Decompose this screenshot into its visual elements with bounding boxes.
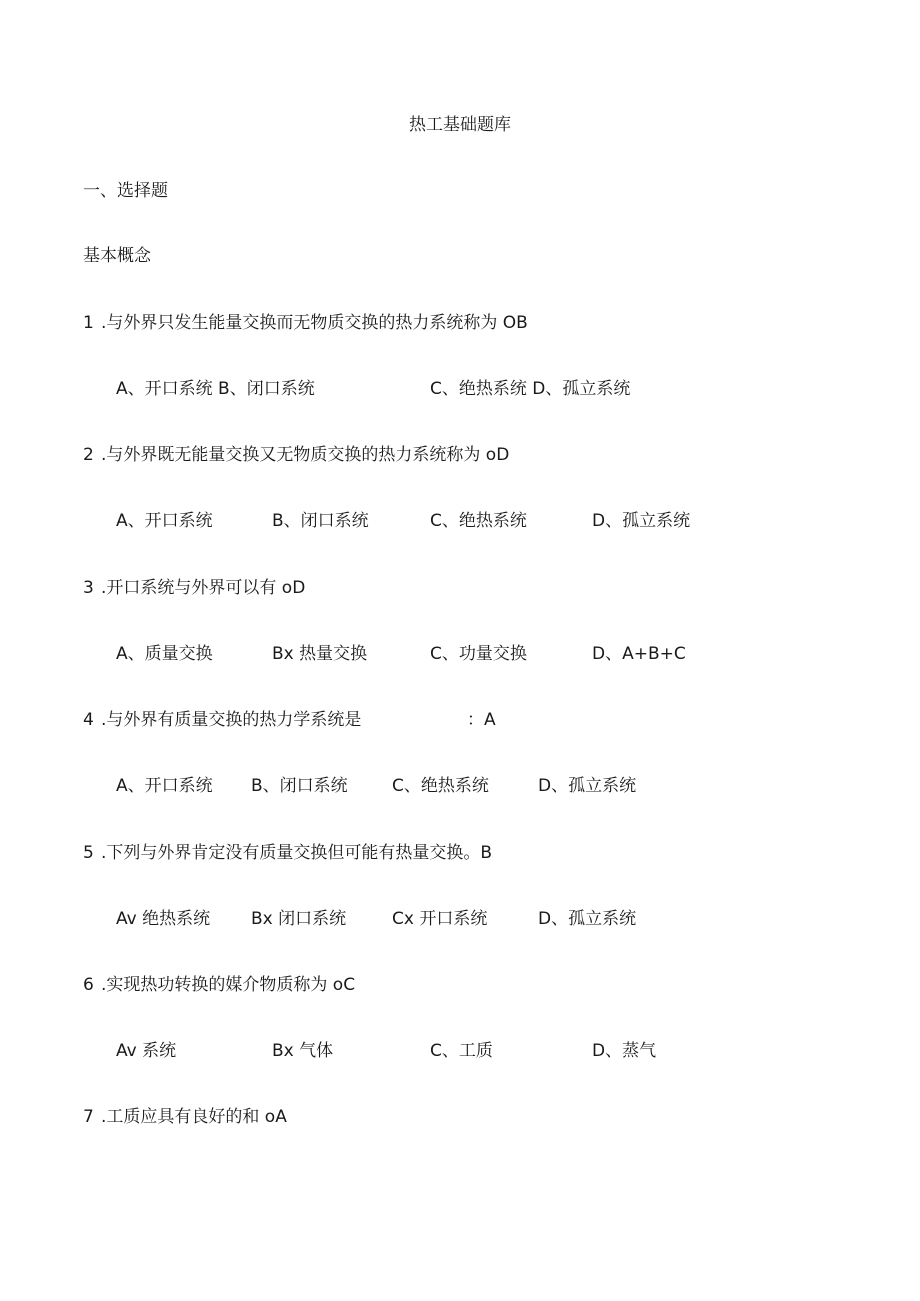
document-title: 热工基础题库 [409,115,511,135]
question-number: 1 [83,313,94,333]
question-number: 6 [83,975,94,995]
subsection-heading: 基本概念 [83,246,151,266]
question-option: Bx 热量交换 [272,644,368,664]
question-number: 4 [83,710,94,730]
question-text: .实现热功转换的媒介物质称为 oC [101,975,356,995]
section-heading: 一、选择题 [83,181,168,201]
question-option: D、孤立系统 [592,511,691,531]
question-number: 3 [83,578,94,598]
question-option: C、工质 [430,1041,493,1061]
question-text: .与外界既无能量交换又无物质交换的热力系统称为 oD [101,445,510,465]
question-number: 5 [83,843,94,863]
question-answer: ：A [467,710,496,730]
question-option: Bx 闭口系统 [251,909,347,929]
question-option: D、孤立系统 [538,909,637,929]
question-option: C、绝热系统 [430,511,527,531]
question-option: A、开口系统 [116,511,213,531]
question-text: .与外界只发生能量交换而无物质交换的热力系统称为 OB [101,313,528,333]
question-option: B、闭口系统 [272,511,369,531]
question-text: .与外界有质量交换的热力学系统是 [101,710,362,730]
question-option: Bx 气体 [272,1041,334,1061]
question-option: B、闭口系统 [251,776,348,796]
question-option: D、蒸气 [592,1041,657,1061]
question-option: Av 系统 [116,1041,177,1061]
question-option: A、开口系统 B、闭口系统 [116,379,315,399]
question-option: A、开口系统 [116,776,213,796]
question-option: C、绝热系统 [392,776,489,796]
question-option: C、绝热系统 D、孤立系统 [430,379,631,399]
question-text: .工质应具有良好的和 oA [101,1107,287,1127]
question-option: A、质量交换 [116,644,213,664]
question-option: D、A+B+C [592,644,686,664]
question-text: .开口系统与外界可以有 oD [101,578,306,598]
question-text: .下列与外界肯定没有质量交换但可能有热量交换。B [101,843,493,863]
question-number: 7 [83,1107,94,1127]
question-number: 2 [83,445,94,465]
question-option: Av 绝热系统 [116,909,211,929]
question-option: Cx 开口系统 [392,909,488,929]
question-option: D、孤立系统 [538,776,637,796]
question-option: C、功量交换 [430,644,527,664]
